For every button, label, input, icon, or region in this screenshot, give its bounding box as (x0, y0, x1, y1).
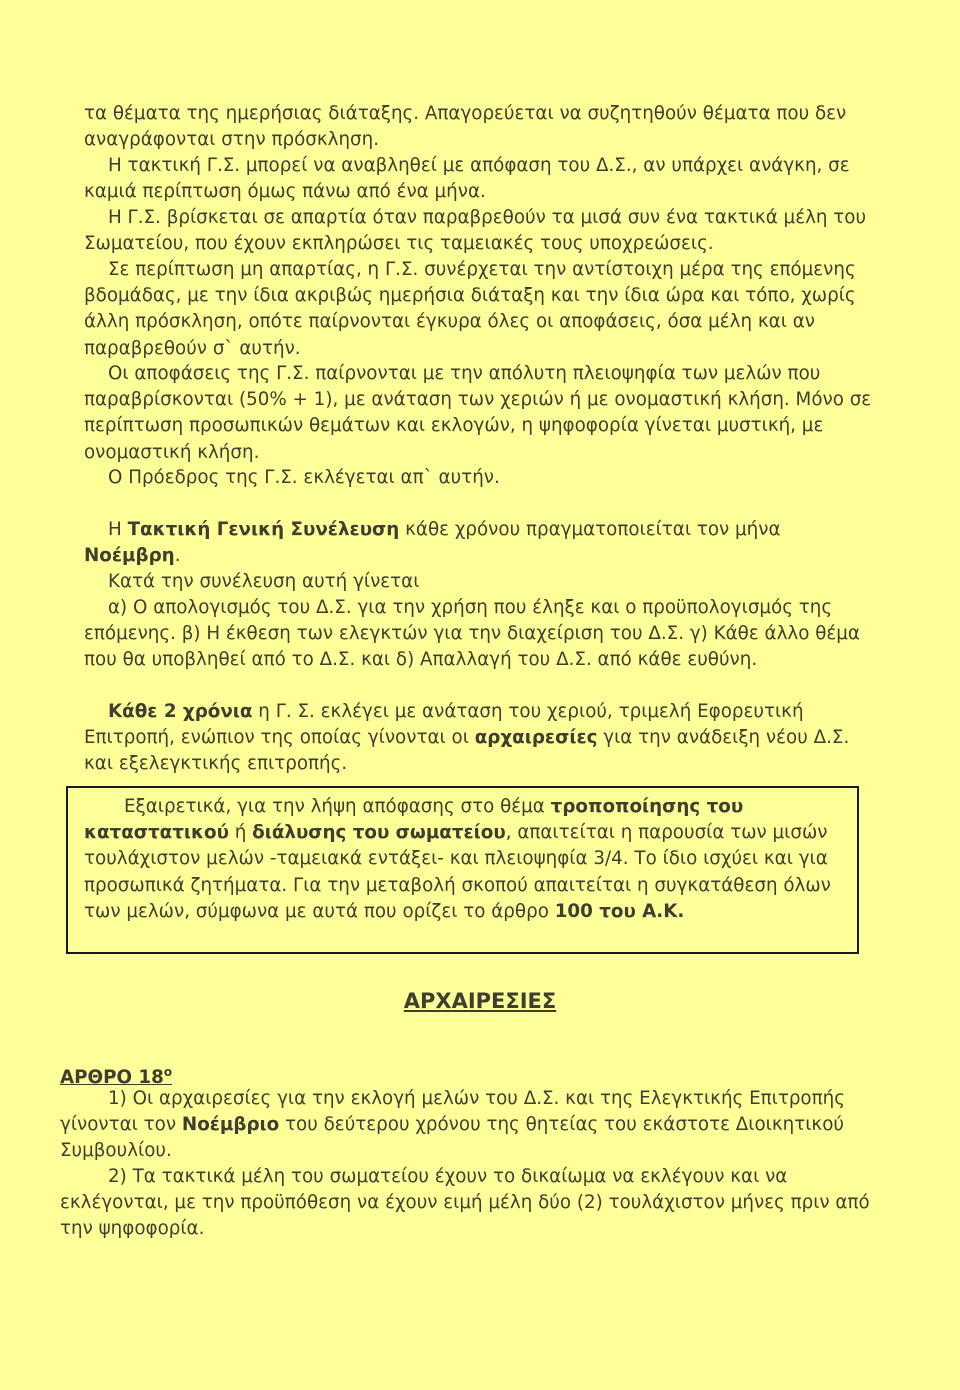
paragraph-president: Ο Πρόεδρος της Γ.Σ. εκλέγεται απ` αυτήν. (108, 467, 500, 488)
notice-text: Εξαιρετικά, για την λήψη απόφασης στο θέμα τροποποίησης του καταστατικού ή διάλυσης του σωματείου, απαιτείται η παρουσία των μισών τουλάχιστον μελών -ταμειακά εντάξει- και πλειοψηφία 3/4. Το ίδιο ισχύει και για προσωπικά ζητήματα. Για την μεταβολή σκοπού απαιτείται η συγκατάθεση όλων των μελών, σύμφωνα με αυτά που ορίζει το άρθρο 100 του Α.Κ. (84, 796, 831, 922)
paragraph-no-quorum: Σε περίπτωση μη απαρτίας, η Γ.Σ. συνέρχεται την αντίστοιχη μέρα της επόμενης βδομάδας, με την ίδια ακριβώς ημερήσια διάταξη και την ίδια ώρα και τόπο, χωρίς άλλη πρόσκληση, οπότε παίρνονται έγκυρα όλες οι αποφάσεις, όσα μέλη και αν παραβρεθούν σ` αυτήν. (84, 259, 856, 359)
paragraph-quorum: Η Γ.Σ. βρίσκεται σε απαρτία όταν παραβρεθούν τα μισά συν ένα τακτικά μέλη του Σωματείου, που έχουν εκπληρώσει τις ταμειακές τους υποχρεώσεις. (84, 207, 867, 255)
paragraph-decisions: Οι αποφάσεις της Γ.Σ. παίρνονται με την απόλυτη πλειοψηφία των μελών που παραβρίσκονται (50% + 1), με ανάταση των χεριών ή με ονομαστική κλήση. Μόνο σε περίπτωση προσωπικών θεμάτων και εκλογών, η ψηφοφορία γίνεται μυστική, με ονομαστική κλήση. (84, 363, 872, 463)
paragraph-postponement: Η τακτική Γ.Σ. μπορεί να αναβληθεί με απόφαση του Δ.Σ., αν υπάρχει ανάγκη, σε καμιά περίπτωση όμως πάνω από ένα μήνα. (84, 155, 850, 203)
paragraph-agenda: τα θέματα της ημερήσιας διάταξης. Απαγορεύεται να συζητηθούν θέματα που δεν αναγράφονται στην πρόσκληση. (84, 103, 847, 151)
paragraph-regular-assembly: Η Τακτική Γενική Συνέλευση κάθε χρόνου πραγματοποιείται τον μήνα Νοέμβρη. (84, 519, 781, 567)
article-title: ΑΡΘΡΟ $18^o$ (60, 1065, 173, 1089)
paragraph-election-committee: Κάθε 2 χρόνια η Γ. Σ. εκλέγει με ανάταση του χεριού, τριμελή Εφορευτική Επιτροπή, ενώπιον της οποίας γίνονται οι αρχαιρεσίες για την ανάδειξη νέου Δ.Σ. και εξελεγκτικής επιτροπής. (84, 701, 850, 775)
article-item-1: 1) Οι αρχαιρεσίες για την εκλογή μελών του Δ.Σ. και της Ελεγκτικής Επιτροπής γίνονται τον Νοέμβριο του δεύτερου χρόνου της θητείας του εκάστοτε Διοικητικού Συμβουλίου. (60, 1088, 845, 1162)
article-item-2: 2) Τα τακτικά μέλη του σωματείου έχουν το δικαίωμα να εκλέγουν και να εκλέγονται, με την προϋπόθεση να έχουν ειμή μέλη δύο (2) τουλάχιστον μήνες πριν από την ψηφοφορία. (60, 1166, 870, 1240)
section-heading: ΑΡΧΑΙΡΕΣΙΕΣ (403, 989, 557, 1013)
paragraph-assembly-intro: Κατά την συνέλευση αυτή γίνεται (108, 571, 420, 592)
article-title-superscript: ο (163, 1065, 173, 1079)
paragraph-assembly-items: α) Ο απολογισμός του Δ.Σ. για την χρήση που έληξε και ο προϋπολογισμός της επόμενης. β) Η έκθεση των ελεγκτών για την διαχείριση του Δ.Σ. γ) Κάθε άλλο θέμα που θα υποβληθεί από το Δ.Σ. και δ) Απαλλαγή του Δ.Σ. από κάθε ευθύνη. (84, 597, 860, 671)
